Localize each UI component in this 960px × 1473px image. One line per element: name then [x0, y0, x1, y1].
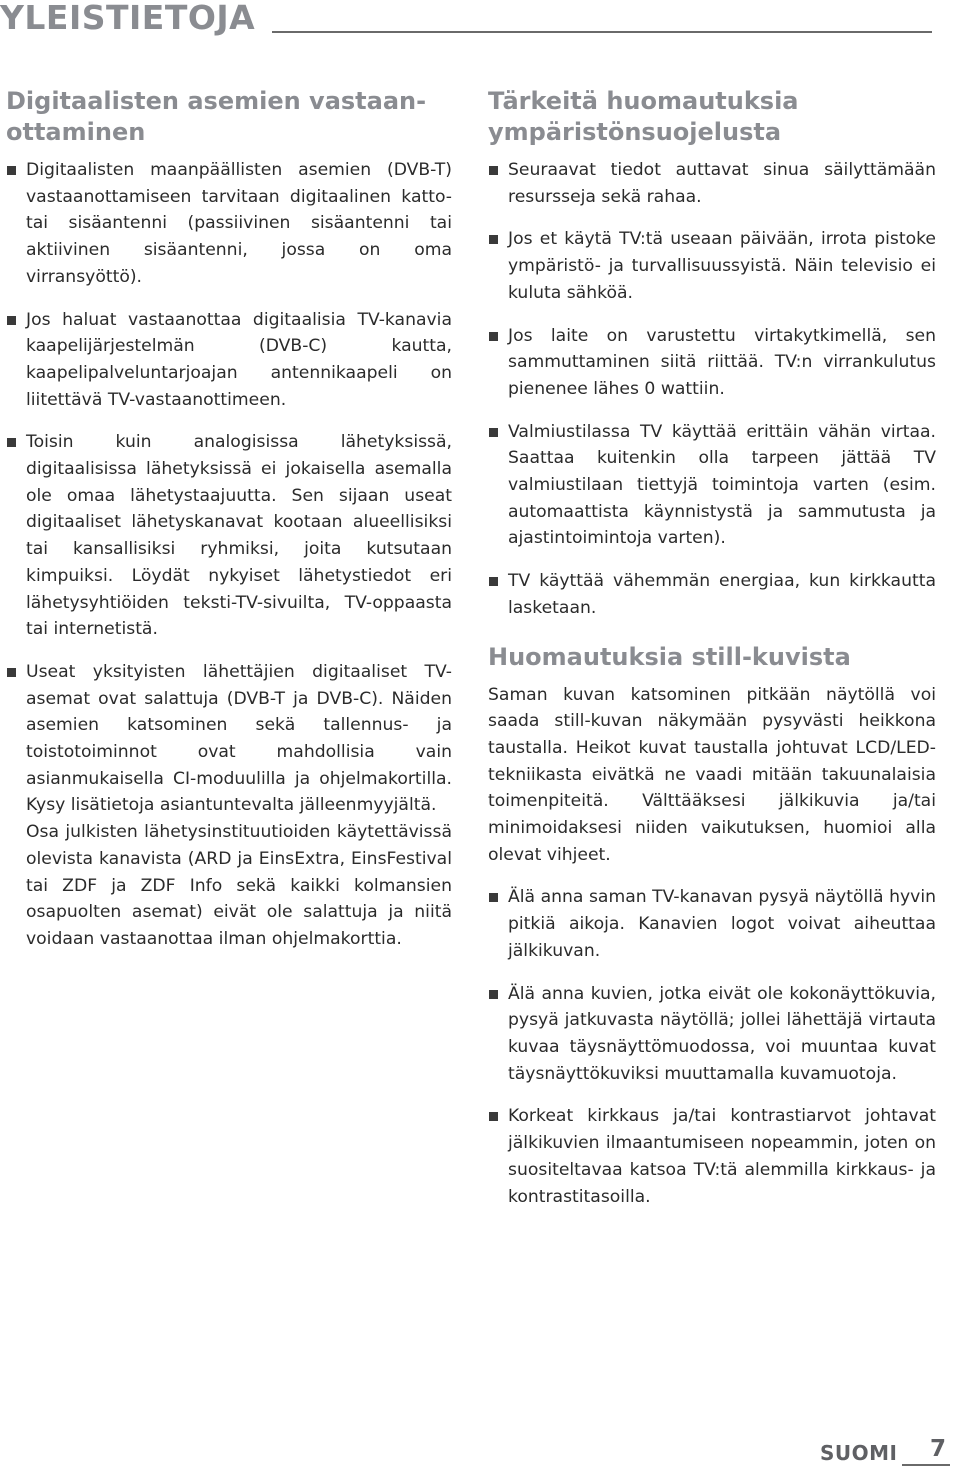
page-header [0, 0, 960, 40]
list-item [6, 659, 452, 953]
section-heading-environment: Tärkeitä huomautuksia ympäristönsuojelusta [488, 87, 799, 146]
list-item-text: Seuraavat tiedot auttavat sinua säilyttämään resursseja sekä rahaa. [508, 160, 936, 207]
list-item [488, 884, 936, 964]
list-item-text: TV käyttää vähemmän energiaa, kun kirkkautta lasketaan. [508, 571, 936, 618]
page-number: 7 [930, 1436, 947, 1462]
list-item-text: Useat yksityisten lähettäjien digitaaliset TV-asemat ovat salattuja (DVB-T ja DVB-C). Näiden asemien katsominen sekä tallennus- ja toistotoiminnot ovat mahdollisia vain asianmukaisella CI-moduulilla ja ohjelmakortilla. Kysy lisätietoja asiantuntevalta jälleenmyyjältä. [26, 661, 452, 816]
list-item-text: Älä anna kuvien, jotka eivät ole kokonäyttökuvia, pysyä jatkuvasta näytöllä; jollei lähettäjä virtauta kuvaa täysnäyttömuodossa, voi muuntaa kuvat täysnäyttökuviksi muuttamalla kuvamuotoja. [508, 983, 936, 1084]
list-item-text: Jos et käytä TV:tä useaan päivään, irrota pistoke ympäristö- ja turvallisuussyistä. Näin televisio ei kuluta sähköä. [508, 229, 936, 303]
square-bullet-icon [7, 438, 16, 447]
list-item [6, 307, 452, 414]
section-heading-still-images: Huomautuksia still-kuvista [488, 642, 851, 671]
footer-rule [902, 1464, 950, 1466]
square-bullet-icon [7, 316, 16, 325]
list-item-text: Korkeat kirkkaus ja/tai kontrastiarvot johtavat jälkikuvien ilmaantumiseen nopeammin, joten on suositeltavaa katsoa TV:tä alemmilla kirkkaus- ja kontrastitasoilla. [508, 1106, 936, 1207]
page-title: YLEISTIETOJA [0, 0, 256, 37]
square-bullet-icon [7, 668, 16, 677]
list-item-text: Toisin kuin analogisissa lähetyksissä, digitaalisissa lähetyksissä ei jokaisella asemalla ole omaa lähetystaajuutta. Sen sijaan useat digitaaliset lähetyskanavat kootaan alueellisiksi tai kansallisiksi ryhmiksi, joita kutsutaan kimpuiksi. Löydät nykyiset lähetystiedot eri lähetysyhtiöiden teksti-TV-sivuilta, TV-oppaasta tai internetistä. [26, 432, 452, 640]
square-bullet-icon [489, 332, 498, 341]
left-column [6, 86, 452, 969]
square-bullet-icon [489, 428, 498, 437]
page-footer [818, 1438, 958, 1472]
right-column [488, 86, 936, 1226]
list-item [488, 1103, 936, 1210]
list-item [488, 568, 936, 621]
square-bullet-icon [489, 990, 498, 999]
square-bullet-icon [489, 235, 498, 244]
square-bullet-icon [489, 893, 498, 902]
square-bullet-icon [7, 166, 16, 175]
list-item [488, 323, 936, 403]
list-item [488, 981, 936, 1088]
list-item [6, 157, 452, 291]
intro-paragraph: Saman kuvan katsominen pitkään näytöllä voi saada still-kuvan näkymään pysyvästi heikkona taustalla. Heikot kuvat taustalla johtuvat LCD/LED-tekniikasta eivätkä ne vaadi mitään takuunalaisia toimenpiteitä. Välttääksesi jälkikuvia ja/tai minimoidaksesi niiden vaikutuksen, huomioi alla olevat vihjeet. [488, 684, 936, 865]
list-item [488, 157, 936, 210]
list-item [488, 226, 936, 306]
list-item-text: Digitaalisten maanpäällisten asemien (DVB-T) vastaanottamiseen tarvitaan digitaalinen katto- tai sisäantenni (passiivinen sisäantenni tai aktiivinen sisäantenni, jossa on oma virransyöttö). [26, 160, 452, 287]
list-item [6, 429, 452, 643]
list-item-text: Osa julkisten lähetysinstituutioiden käytettävissä olevista kanavista (ARD ja EinsExtra, EinsFestival tai ZDF ja ZDF Info sekä kaikki kolmansien osapuolten asemat) eivät ole salattuja ja niitä voidaan vastaanottaa ilman ohjelmakorttia. [26, 822, 452, 949]
list-item-text: Jos laite on varustettu virtakytkimellä, sen sammuttaminen siitä riittää. TV:n virrankulutus pienenee lähes 0 wattiin. [508, 325, 936, 399]
list-item-text: Älä anna saman TV-kanavan pysyä näytöllä hyvin pitkiä aikoja. Kanavien logot voivat aiheuttaa jälkikuvan. [508, 887, 936, 961]
square-bullet-icon [489, 166, 498, 175]
square-bullet-icon [489, 1112, 498, 1121]
footer-language: SUOMI [820, 1441, 898, 1465]
section-heading-digital-reception: Digitaalisten asemien vastaan-ottaminen [6, 87, 427, 146]
list-item [488, 419, 936, 553]
list-item-text: Valmiustilassa TV käyttää erittäin vähän virtaa. Saattaa kuitenkin olla tarpeen jättää TV valmiustilaan tiettyjä toimintoja varten (esim. automaattista käynnistystä ja sammutusta ja ajastintoimintoja varten). [508, 421, 936, 549]
list-item-text: Jos haluat vastaanottaa digitaalisia TV-kanavia kaapelijärjestelmän (DVB-C) kautta, kaapelipalveluntarjoajan antennikaapeli on liitettävä TV-vastaanottimeen. [26, 309, 452, 410]
header-rule [272, 31, 932, 33]
square-bullet-icon [489, 577, 498, 586]
